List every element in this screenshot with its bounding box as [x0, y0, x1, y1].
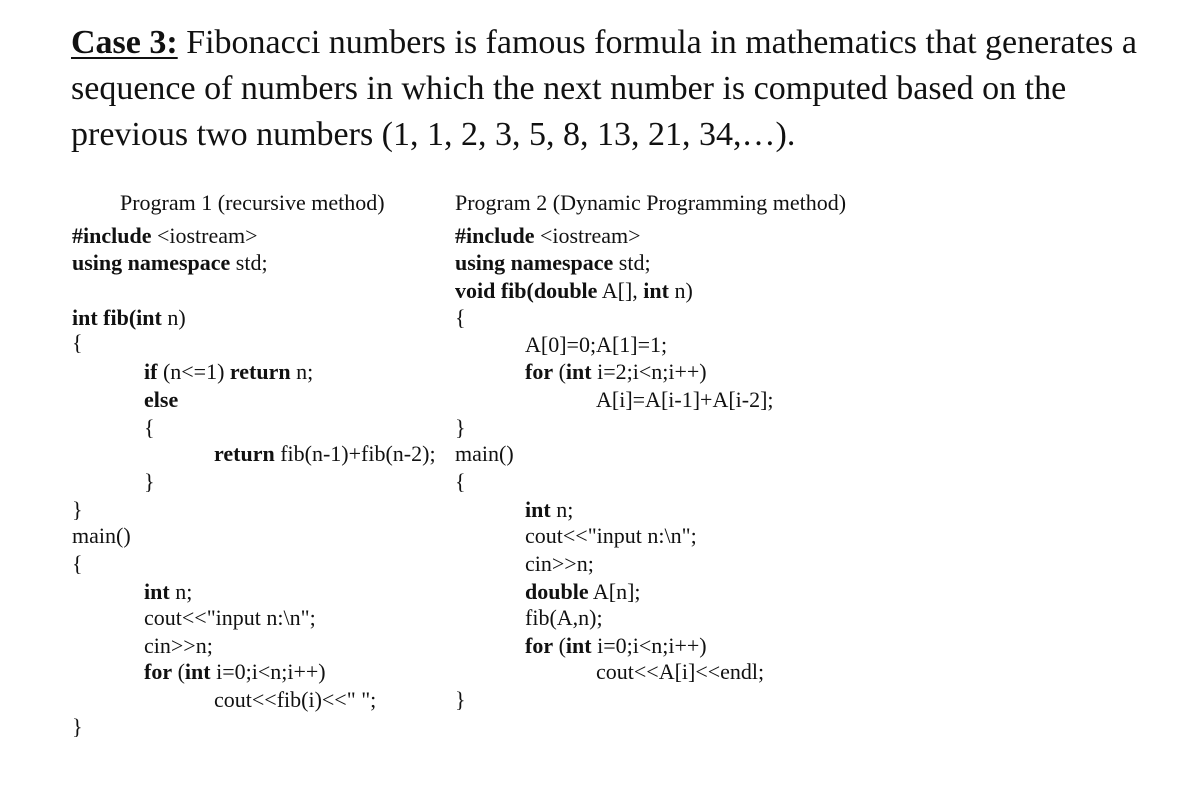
case-label: Case 3:	[71, 24, 178, 61]
code-text: n;	[550, 497, 574, 522]
code-text: (	[172, 659, 185, 684]
code-text: }	[72, 714, 83, 739]
code-text: cin>>n;	[144, 633, 213, 658]
code-line	[455, 304, 466, 331]
code-keyword: for	[525, 633, 554, 658]
code-text: {	[72, 551, 83, 576]
code-line	[144, 468, 155, 495]
code-text: fib(n-1)+fib(n-2);	[274, 441, 436, 466]
code-keyword: int	[565, 359, 592, 384]
code-keyword: else	[144, 387, 179, 412]
program-1-title: Program 1 (recursive method)	[120, 190, 385, 215]
case-heading	[71, 20, 1161, 158]
code-keyword: void fib(double	[455, 278, 598, 303]
code-line	[144, 358, 313, 385]
code-line	[455, 222, 641, 249]
code-line	[72, 522, 131, 549]
code-keyword: int	[144, 579, 170, 604]
code-keyword: int	[184, 659, 211, 684]
code-keyword: for	[525, 359, 554, 384]
code-text: (	[553, 359, 566, 384]
code-text: cout<<fib(i)<<" ";	[214, 687, 377, 712]
program-2-title: Program 2 (Dynamic Programming method)	[455, 190, 847, 215]
code-line	[596, 386, 774, 413]
code-text: i=0;i<n;i++)	[210, 659, 326, 684]
code-line	[144, 604, 316, 631]
code-line	[72, 329, 83, 356]
code-text: A[n];	[588, 579, 641, 604]
code-text: A[],	[597, 278, 644, 303]
code-text: main()	[72, 523, 131, 548]
code-line	[455, 277, 693, 304]
code-text: cout<<"input n:\n";	[144, 605, 316, 630]
code-text: n;	[290, 359, 314, 384]
code-keyword: int fib(int	[72, 305, 162, 330]
code-text: (n<=1)	[157, 359, 230, 384]
code-text: cout<<"input n:\n";	[525, 523, 697, 548]
code-line	[72, 249, 268, 276]
code-keyword: for	[144, 659, 173, 684]
code-line	[144, 386, 178, 413]
code-line	[72, 550, 83, 577]
code-text: i=2;i<n;i++)	[591, 359, 707, 384]
code-keyword: if	[144, 359, 158, 384]
code-line	[72, 222, 258, 249]
code-line	[525, 632, 707, 659]
code-keyword: #include	[455, 223, 535, 248]
code-text: std;	[613, 250, 651, 275]
code-keyword: return	[214, 441, 275, 466]
code-text: A[0]=0;A[1]=1;	[525, 332, 668, 357]
code-text: {	[144, 415, 155, 440]
code-text: n)	[161, 305, 186, 330]
code-line	[455, 440, 514, 467]
code-keyword: int	[565, 633, 592, 658]
code-line	[72, 304, 186, 331]
code-text: n;	[169, 579, 193, 604]
code-line	[525, 578, 641, 605]
code-line	[455, 468, 466, 495]
code-line	[455, 249, 651, 276]
code-text: (	[553, 633, 566, 658]
code-text: {	[455, 305, 466, 330]
code-line	[596, 658, 764, 685]
code-keyword: #include	[72, 223, 152, 248]
code-keyword: int	[525, 497, 551, 522]
code-keyword: using namespace	[455, 250, 614, 275]
code-text: n)	[668, 278, 693, 303]
code-line	[525, 522, 697, 549]
code-keyword: int	[643, 278, 669, 303]
code-line	[144, 578, 192, 605]
code-line	[525, 331, 667, 358]
code-line	[525, 604, 603, 631]
code-text: std;	[230, 250, 268, 275]
code-text: cout<<A[i]<<endl;	[596, 659, 765, 684]
code-line	[455, 686, 466, 713]
code-line	[144, 632, 213, 659]
code-line	[525, 550, 594, 577]
code-line	[455, 414, 466, 441]
code-line	[525, 358, 707, 385]
code-text: A[i]=A[i-1]+A[i-2];	[596, 387, 774, 412]
code-line	[72, 713, 83, 740]
code-keyword: return	[229, 359, 291, 384]
code-text: main()	[455, 441, 514, 466]
code-line	[144, 414, 155, 441]
case-description: Fibonacci numbers is famous formula in mathematics that generates a sequence of numbers in which the next number is computed based on the previous two numbers (1, 1, 2, 3, 5, 8, 13, 21, 34,…).	[71, 24, 1137, 153]
code-keyword: using namespace	[72, 250, 231, 275]
code-line	[214, 440, 436, 467]
code-text: <iostream>	[151, 223, 258, 248]
code-line	[214, 686, 376, 713]
code-line	[144, 658, 326, 685]
code-text: }	[72, 497, 83, 522]
code-text: }	[144, 469, 155, 494]
code-line	[72, 496, 83, 523]
code-text: }	[455, 687, 466, 712]
code-text: {	[72, 330, 83, 355]
code-text: }	[455, 415, 466, 440]
code-text: {	[455, 469, 466, 494]
code-keyword: double	[525, 579, 589, 604]
code-line	[525, 496, 573, 523]
code-text: <iostream>	[534, 223, 641, 248]
code-text: i=0;i<n;i++)	[591, 633, 707, 658]
code-text: cin>>n;	[525, 551, 594, 576]
code-text: fib(A,n);	[525, 605, 603, 630]
